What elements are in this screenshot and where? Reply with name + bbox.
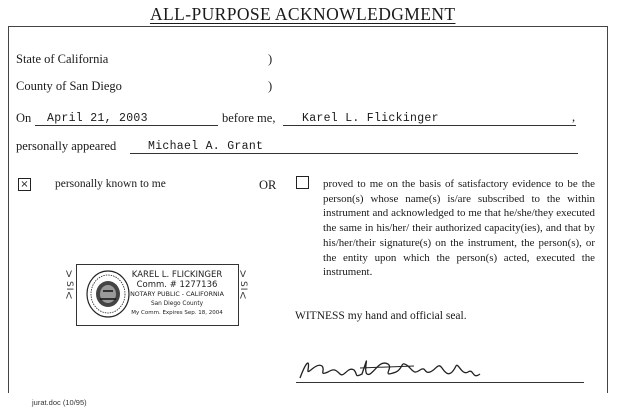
notary-name-comma: , — [572, 110, 576, 124]
stamp-notary-name: KAREL L. FLICKINGER — [131, 270, 223, 280]
witness-text: WITNESS my hand and official seal. — [295, 310, 467, 322]
known-checkbox[interactable]: × — [18, 178, 31, 191]
county-label: County of San Diego — [16, 79, 122, 93]
date-field: April 21, 2003 — [47, 112, 148, 125]
stamp-comm-number: Comm. # 1277136 — [136, 279, 218, 290]
or-label: OR — [259, 178, 277, 192]
stamp-text — [129, 269, 225, 319]
stamp-expires: My Comm. Expires Sep. 18, 2004 — [131, 310, 223, 316]
signature-line — [296, 382, 584, 383]
notary-signature-icon — [296, 352, 506, 386]
notary-name-field: Karel L. Flickinger — [302, 112, 439, 125]
state-paren: ) — [268, 52, 273, 66]
signer-name-line — [130, 153, 578, 154]
stamp-county: San Diego County — [150, 300, 204, 307]
form-footer: jurat.doc (10/95) — [32, 398, 87, 407]
before-me-label: before me, — [222, 111, 276, 125]
proved-text: proved to me on the basis of satisfactory evidence to be the person(s) whose name(s) is/are subscribed to the within instrument and acknowledged to me that he/she/they executed the same in his/her/ their authorized capacity(ies), and that by his/her/their signature(s) on the instrument, the person(s), or the entity upon which the person(s) acted, executed the instrument. — [323, 178, 595, 279]
notary-stamp — [76, 264, 239, 326]
county-paren: ) — [268, 79, 273, 93]
personally-appeared-label: personally appeared — [16, 139, 117, 153]
state-seal-icon — [85, 269, 131, 319]
proved-checkbox[interactable] — [296, 176, 309, 189]
stamp-title: NOTARY PUBLIC - CALIFORNIA — [130, 291, 224, 298]
stamp-right-mark: ᐯSIᐱ — [238, 270, 248, 303]
state-label: State of California — [16, 52, 109, 66]
on-label: On — [16, 111, 32, 125]
notary-name-line — [283, 125, 576, 126]
date-line — [35, 125, 218, 126]
signer-name-field: Michael A. Grant — [148, 140, 264, 153]
known-label: personally known to me — [55, 178, 166, 190]
document-title: ALL-PURPOSE ACKNOWLEDGMENT — [150, 4, 456, 24]
stamp-left-mark: ᐯSIᐱ — [64, 270, 74, 303]
